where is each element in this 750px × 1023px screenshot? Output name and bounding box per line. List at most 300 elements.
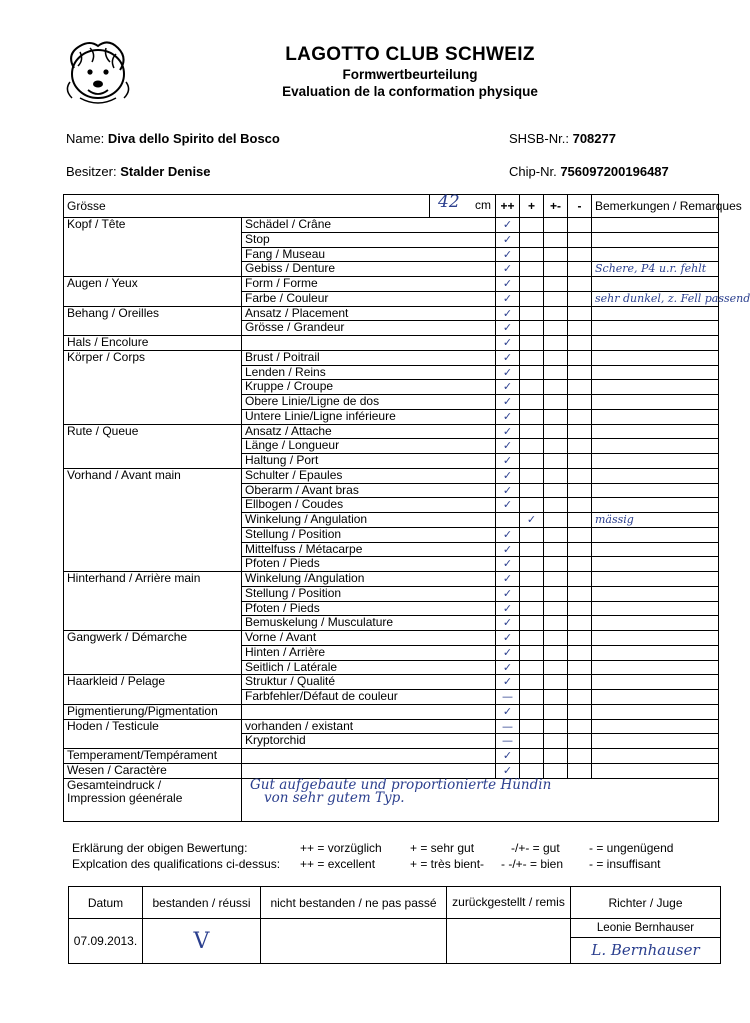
remark-cell: [592, 350, 719, 365]
rating-insufficient-cell: [568, 616, 592, 631]
criterion-label: Hinten / Arrière: [242, 645, 496, 660]
remark-cell: [592, 468, 719, 483]
criterion-label: [242, 704, 496, 719]
rating-good-cell: [544, 336, 568, 351]
rating-excellent-mark: ✓: [496, 247, 520, 262]
evaluation-row: [64, 763, 719, 778]
remark-cell: [592, 218, 719, 233]
result-value-row: [69, 919, 721, 964]
date-header: Datum: [69, 887, 143, 919]
rating-insufficient-cell: [568, 336, 592, 351]
criterion-label: Stellung / Position: [242, 586, 496, 601]
rating-good-cell: [544, 557, 568, 572]
rating-very-good-mark: [520, 454, 544, 469]
group-label: Wesen / Caractère: [64, 763, 242, 778]
criterion-label: Stop: [242, 232, 496, 247]
rating-excellent-mark: ✓: [496, 291, 520, 306]
evaluation-row: [64, 631, 719, 646]
rating-very-good-mark: [520, 527, 544, 542]
rating-excellent-mark: ✓: [496, 218, 520, 233]
rating-excellent-mark: ✓: [496, 306, 520, 321]
rating-excellent-mark: [496, 513, 520, 528]
remark-cell: mässig: [592, 513, 719, 528]
rating-insufficient-cell: [568, 247, 592, 262]
rating-good-cell: [544, 439, 568, 454]
rating-very-good-mark: [520, 321, 544, 336]
remark-cell: [592, 719, 719, 734]
evaluation-row: [64, 424, 719, 439]
remark-cell: [592, 424, 719, 439]
rating-insufficient-cell: [568, 454, 592, 469]
rating-good-cell: [544, 262, 568, 277]
result-header-row: [69, 887, 721, 919]
judge-cell: [571, 919, 721, 964]
rating-very-good-mark: [520, 631, 544, 646]
criterion-label: Kryptorchid: [242, 734, 496, 749]
deferred-cell: [447, 919, 571, 964]
rating-very-good-mark: [520, 734, 544, 749]
rating-insufficient-cell: [568, 262, 592, 277]
legend-de-good: -/+- = gut: [511, 841, 560, 855]
dog-head-logo: [60, 38, 134, 108]
rating-insufficient-cell: [568, 675, 592, 690]
rating-excellent-mark: —: [496, 719, 520, 734]
rating-insufficient-cell: [568, 719, 592, 734]
rating-good-cell: [544, 218, 568, 233]
group-label: Vorhand / Avant main: [64, 468, 242, 571]
rating-insufficient-cell: [568, 350, 592, 365]
rating-very-good-mark: [520, 557, 544, 572]
rating-insufficient-cell: [568, 218, 592, 233]
remark-cell: [592, 365, 719, 380]
evaluation-row: [64, 306, 719, 321]
rating-very-good-mark: [520, 409, 544, 424]
evaluation-row: [64, 336, 719, 351]
criterion-label: Kruppe / Croupe: [242, 380, 496, 395]
legend-fr-label: Explcation des qualifications ci-dessus:: [72, 857, 281, 871]
rating-excellent-mark: ✓: [496, 350, 520, 365]
criterion-label: Lenden / Reins: [242, 365, 496, 380]
group-label: Gangwerk / Démarche: [64, 631, 242, 675]
rating-very-good-mark: [520, 218, 544, 233]
remark-cell: [592, 601, 719, 616]
rating-good-cell: [544, 454, 568, 469]
criterion-label: Form / Forme: [242, 277, 496, 292]
remark-cell: [592, 321, 719, 336]
criterion-label: Brust / Poitrail: [242, 350, 496, 365]
criterion-label: Winkelung / Angulation: [242, 513, 496, 528]
rating-insufficient-cell: [568, 749, 592, 764]
criterion-label: Schädel / Crâne: [242, 218, 496, 233]
rating-excellent-mark: ✓: [496, 660, 520, 675]
rating-excellent-mark: ✓: [496, 542, 520, 557]
group-label: Behang / Oreilles: [64, 306, 242, 336]
size-cell: [430, 192, 496, 218]
rating-good-cell: [544, 586, 568, 601]
rating-very-good-mark: [520, 439, 544, 454]
rating-good-cell: [544, 631, 568, 646]
legend-de-insufficient: - = ungenügend: [589, 841, 674, 855]
evaluation-row: [64, 468, 719, 483]
rating-good-cell: [544, 513, 568, 528]
criterion-label: vorhanden / existant: [242, 719, 496, 734]
rating-good-cell: [544, 468, 568, 483]
rating-very-good-mark: [520, 690, 544, 705]
rating-good-cell: [544, 660, 568, 675]
evaluation-row: [64, 572, 719, 587]
rating-very-good-mark: [520, 232, 544, 247]
rating-good-cell: [544, 232, 568, 247]
remark-cell: [592, 454, 719, 469]
rating-insufficient-cell: [568, 557, 592, 572]
failed-header: nicht bestanden / ne pas passé: [261, 887, 447, 919]
remark-cell: [592, 704, 719, 719]
rating-insufficient-cell: [568, 763, 592, 778]
rating-good-cell: [544, 690, 568, 705]
rating-excellent-mark: ✓: [496, 424, 520, 439]
remark-cell: [592, 690, 719, 705]
criterion-label: Untere Linie/Ligne inférieure: [242, 409, 496, 424]
criterion-label: [242, 749, 496, 764]
rating-good-cell: [544, 395, 568, 410]
criterion-label: Obere Linie/Ligne de dos: [242, 395, 496, 410]
rating-very-good-mark: [520, 336, 544, 351]
group-label: Pigmentierung/Pigmentation: [64, 704, 242, 719]
rating-good-cell: [544, 645, 568, 660]
rating-good-cell: [544, 675, 568, 690]
rating-insufficient-cell: [568, 439, 592, 454]
rating-good-cell: [544, 749, 568, 764]
rating-very-good-mark: [520, 262, 544, 277]
criterion-label: Bemuskelung / Musculature: [242, 616, 496, 631]
rating-good-cell: [544, 247, 568, 262]
rating-excellent-mark: ✓: [496, 336, 520, 351]
rating-insufficient-cell: [568, 395, 592, 410]
rating-insufficient-cell: [568, 380, 592, 395]
criterion-label: Ansatz / Attache: [242, 424, 496, 439]
evaluation-table: [63, 192, 750, 822]
evaluation-row: [64, 704, 719, 719]
rating-excellent-mark: ✓: [496, 409, 520, 424]
criterion-label: Vorne / Avant: [242, 631, 496, 646]
rating-very-good-mark: [520, 365, 544, 380]
rating-good-cell: [544, 365, 568, 380]
remark-cell: [592, 395, 719, 410]
rating-insufficient-cell: [568, 690, 592, 705]
rating-good-cell: [544, 616, 568, 631]
form-title-de: Formwertbeurteilung: [342, 67, 478, 82]
rating-excellent-mark: ✓: [496, 704, 520, 719]
shsb-value: 708277: [572, 131, 616, 146]
rating-insufficient-cell: [568, 645, 592, 660]
remark-cell: [592, 660, 719, 675]
overall-impression-line-2: von sehr gutem Typ.: [264, 789, 405, 806]
rating-excellent-mark: ✓: [496, 483, 520, 498]
rating-insufficient-cell: [568, 586, 592, 601]
remark-cell: [592, 439, 719, 454]
rating-good-cell: [544, 321, 568, 336]
rating-insufficient-cell: [568, 631, 592, 646]
rating-excellent-mark: ✓: [496, 380, 520, 395]
rating-very-good-mark: [520, 542, 544, 557]
rating-very-good-mark: [520, 380, 544, 395]
result-table: [68, 886, 721, 964]
owner-value: Stalder Denise: [120, 164, 211, 179]
remark-cell: [592, 572, 719, 587]
criterion-label: Haltung / Port: [242, 454, 496, 469]
rating-excellent-mark: ✓: [496, 468, 520, 483]
evaluation-row: [64, 749, 719, 764]
col-header-very-good: +: [520, 195, 544, 218]
size-unit: cm: [475, 198, 491, 212]
rating-insufficient-cell: [568, 572, 592, 587]
rating-excellent-mark: ✓: [496, 601, 520, 616]
rating-good-cell: [544, 542, 568, 557]
rating-good-cell: [544, 719, 568, 734]
group-label: Körper / Corps: [64, 350, 242, 424]
group-label: Temperament/Tempérament: [64, 749, 242, 764]
rating-excellent-mark: ✓: [496, 749, 520, 764]
rating-excellent-mark: ✓: [496, 321, 520, 336]
rating-insufficient-cell: [568, 321, 592, 336]
rating-very-good-mark: [520, 586, 544, 601]
rating-excellent-mark: ✓: [496, 572, 520, 587]
shsb-label: SHSB-Nr.:: [509, 131, 569, 146]
criterion-label: Struktur / Qualité: [242, 675, 496, 690]
criterion-label: Gebiss / Denture: [242, 262, 496, 277]
judge-name: Leonie Bernhauser: [571, 919, 720, 938]
criterion-label: [242, 336, 496, 351]
criterion-label: Winkelung /Angulation: [242, 572, 496, 587]
legend-fr-excellent: ++ = excellent: [300, 857, 376, 871]
rating-good-cell: [544, 601, 568, 616]
failed-cell: [261, 919, 447, 964]
rating-insufficient-cell: [568, 483, 592, 498]
rating-insufficient-cell: [568, 542, 592, 557]
owner-field: [66, 164, 211, 179]
remark-cell: [592, 557, 719, 572]
rating-very-good-mark: [520, 616, 544, 631]
remark-cell: [592, 734, 719, 749]
size-value: 42: [438, 192, 460, 212]
col-header-excellent: ++: [496, 195, 520, 218]
chip-value: 756097200196487: [560, 164, 669, 179]
remark-cell: [592, 380, 719, 395]
criterion-label: Ellbogen / Coudes: [242, 498, 496, 513]
rating-excellent-mark: ✓: [496, 232, 520, 247]
evaluation-row: [64, 218, 719, 233]
remark-cell: [592, 631, 719, 646]
rating-excellent-mark: ✓: [496, 675, 520, 690]
form-title-fr: Evaluation de la conformation physique: [282, 84, 538, 99]
rating-insufficient-cell: [568, 734, 592, 749]
passed-mark: V: [193, 928, 210, 954]
rating-insufficient-cell: [568, 704, 592, 719]
criterion-label: Oberarm / Avant bras: [242, 483, 496, 498]
criterion-label: Fang / Museau: [242, 247, 496, 262]
criterion-label: Ansatz / Placement: [242, 306, 496, 321]
rating-insufficient-cell: [568, 232, 592, 247]
overall-impression-row: [64, 778, 719, 821]
rating-insufficient-cell: [568, 277, 592, 292]
remark-cell: [592, 409, 719, 424]
name-label: Name:: [66, 131, 105, 146]
group-label: Hinterhand / Arrière main: [64, 572, 242, 631]
rating-very-good-mark: [520, 247, 544, 262]
rating-good-cell: [544, 380, 568, 395]
rating-good-cell: [544, 306, 568, 321]
criterion-label: Farbe / Couleur: [242, 291, 496, 306]
rating-good-cell: [544, 763, 568, 778]
criterion-label: Mittelfuss / Métacarpe: [242, 542, 496, 557]
remark-cell: [592, 586, 719, 601]
overall-impression-line-1: Gut aufgebaute und proportionierte Hündin: [250, 776, 552, 793]
criterion-label: Grösse / Grandeur: [242, 321, 496, 336]
rating-very-good-mark: [520, 395, 544, 410]
group-label: Rute / Queue: [64, 424, 242, 468]
rating-excellent-mark: ✓: [496, 277, 520, 292]
rating-insufficient-cell: [568, 365, 592, 380]
remark-cell: [592, 498, 719, 513]
remark-cell: [592, 527, 719, 542]
rating-excellent-mark: ✓: [496, 586, 520, 601]
rating-excellent-mark: ✓: [496, 616, 520, 631]
passed-cell: [143, 919, 261, 964]
remark-cell: [592, 277, 719, 292]
rating-excellent-mark: ✓: [496, 557, 520, 572]
remark-cell: [592, 542, 719, 557]
rating-insufficient-cell: [568, 498, 592, 513]
group-label: Kopf / Tête: [64, 218, 242, 277]
criterion-label: Stellung / Position: [242, 527, 496, 542]
overall-impression-label: Gesamteindruck / Impression géenérale: [64, 778, 242, 821]
rating-very-good-mark: [520, 675, 544, 690]
rating-good-cell: [544, 734, 568, 749]
criterion-label: Seitlich / Latérale: [242, 660, 496, 675]
rating-good-cell: [544, 572, 568, 587]
rating-excellent-mark: ✓: [496, 645, 520, 660]
legend-fr-good: - -/+- = bien: [501, 857, 564, 871]
rating-very-good-mark: [520, 601, 544, 616]
remark-cell: [592, 306, 719, 321]
rating-excellent-mark: ✓: [496, 454, 520, 469]
owner-label: Besitzer:: [66, 164, 117, 179]
rating-excellent-mark: ✓: [496, 763, 520, 778]
rating-insufficient-cell: [568, 601, 592, 616]
size-label: Grösse: [64, 195, 430, 218]
criterion-label: Farbfehler/Défaut de couleur: [242, 690, 496, 705]
group-label: Haarkleid / Pelage: [64, 675, 242, 705]
rating-very-good-mark: [520, 468, 544, 483]
legend-fr-insufficient: - = insuffisant: [589, 857, 661, 871]
rating-very-good-mark: [520, 424, 544, 439]
rating-good-cell: [544, 277, 568, 292]
rating-excellent-mark: ✓: [496, 527, 520, 542]
rating-very-good-mark: [520, 704, 544, 719]
size-row: [64, 195, 719, 218]
chip-label: Chip-Nr.: [509, 164, 557, 179]
col-header-insufficient: -: [568, 195, 592, 218]
deferred-header: zurückgestellt / remis: [447, 887, 571, 919]
rating-good-cell: [544, 350, 568, 365]
rating-good-cell: [544, 424, 568, 439]
rating-very-good-mark: [520, 277, 544, 292]
rating-insufficient-cell: [568, 468, 592, 483]
col-header-good: +-: [544, 195, 568, 218]
rating-insufficient-cell: [568, 291, 592, 306]
group-label: Augen / Yeux: [64, 277, 242, 307]
rating-very-good-mark: [520, 350, 544, 365]
remark-cell: Schere, P4 u.r. fehlt: [592, 262, 719, 277]
col-header-remarks: Bemerkungen / Remarques: [592, 195, 719, 218]
rating-excellent-mark: —: [496, 734, 520, 749]
remark-cell: [592, 247, 719, 262]
group-label: Hoden / Testicule: [64, 719, 242, 749]
rating-excellent-mark: ✓: [496, 498, 520, 513]
rating-excellent-mark: ✓: [496, 395, 520, 410]
remark-cell: [592, 749, 719, 764]
criterion-label: Pfoten / Pieds: [242, 601, 496, 616]
rating-good-cell: [544, 704, 568, 719]
rating-excellent-mark: ✓: [496, 631, 520, 646]
rating-excellent-mark: —: [496, 690, 520, 705]
rating-very-good-mark: [520, 645, 544, 660]
rating-good-cell: [544, 498, 568, 513]
rating-insufficient-cell: [568, 527, 592, 542]
chip-field: [509, 164, 669, 179]
rating-very-good-mark: [520, 749, 544, 764]
rating-insufficient-cell: [568, 513, 592, 528]
criterion-label: Länge / Longueur: [242, 439, 496, 454]
judge-header: Richter / Juge: [571, 887, 721, 919]
rating-insufficient-cell: [568, 660, 592, 675]
rating-good-cell: [544, 527, 568, 542]
rating-good-cell: [544, 409, 568, 424]
rating-excellent-mark: ✓: [496, 365, 520, 380]
criterion-label: Schulter / Epaules: [242, 468, 496, 483]
name-field: [66, 131, 280, 146]
remark-cell: [592, 675, 719, 690]
rating-insufficient-cell: [568, 424, 592, 439]
legend-de-label: Erklärung der obigen Bewertung:: [72, 841, 248, 855]
rating-insufficient-cell: [568, 306, 592, 321]
rating-very-good-mark: [520, 498, 544, 513]
rating-very-good-mark: [520, 306, 544, 321]
overall-impression-text: [242, 778, 719, 821]
rating-very-good-mark: [520, 291, 544, 306]
remark-cell: sehr dunkel, z. Fell passend: [592, 291, 719, 306]
legend-de-very-good: + = sehr gut: [410, 841, 475, 855]
rating-very-good-mark: [520, 483, 544, 498]
judge-signature: L. Bernhauser: [591, 941, 700, 959]
evaluation-row: [64, 277, 719, 292]
rating-very-good-mark: [520, 763, 544, 778]
passed-header: bestanden / réussi: [143, 887, 261, 919]
remark-cell: [592, 616, 719, 631]
rating-excellent-mark: ✓: [496, 262, 520, 277]
remark-cell: [592, 483, 719, 498]
criterion-label: Pfoten / Pieds: [242, 557, 496, 572]
rating-very-good-mark: [520, 660, 544, 675]
remark-cell: [592, 763, 719, 778]
rating-good-cell: [544, 483, 568, 498]
date-value: 07.09.2013.: [69, 919, 143, 964]
name-value: Diva dello Spirito del Bosco: [107, 131, 280, 146]
rating-excellent-mark: ✓: [496, 439, 520, 454]
evaluation-row: [64, 350, 719, 365]
club-title: LAGOTTO CLUB SCHWEIZ: [285, 44, 535, 65]
evaluation-row: [64, 675, 719, 690]
